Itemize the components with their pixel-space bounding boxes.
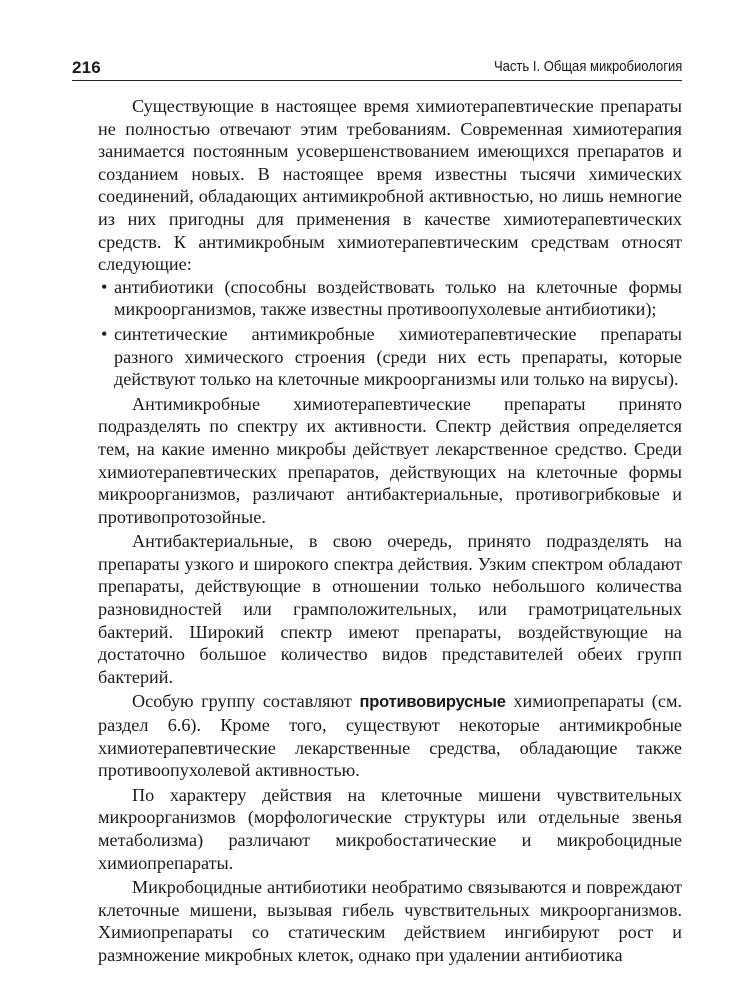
bullet-icon: • xyxy=(101,323,108,344)
list-item-text: антибиотики (способны воздействовать только на клеточные формы микроорганизмов, также известны противоопухолевые антибиотики); xyxy=(114,276,682,320)
page-number: 216 xyxy=(72,58,101,77)
list-item xyxy=(98,276,682,321)
running-head: Часть I. Общая микробиология xyxy=(493,59,682,75)
paragraph-mechanism: По характеру действия на клеточные мишени чувствительных микроорганизмов (морфологические структуры или отдельные звенья метаболизма) различают микробостатические и микробоцидные химиопрепараты. xyxy=(98,784,682,873)
paragraph-antiviral-end: химиопрепараты (см. раздел 6.6). Кроме того, существуют некоторые антимикробные химиотерапевтические лекарственные средства, обладающие также противоопухолевой активностью. xyxy=(98,691,682,781)
bullet-list xyxy=(98,276,682,391)
page-header xyxy=(72,54,682,81)
paragraph-antiviral-start: Особую группу составляют xyxy=(132,691,360,712)
paragraph-antiviral xyxy=(98,690,682,781)
page-body xyxy=(98,95,682,967)
paragraph-spectrum: Антимикробные химиотерапевтические препараты принято подразделять по спектру их активности. Спектр действия определяется тем, на какие именно микробы действует лекарственное средство. Среди химиотерапевтических препаратов, действующих на клеточные формы микроорганизмов, различают антибактериальные, противогрибковые и противопротозойные. xyxy=(98,393,682,527)
paragraph-microbicidal: Микробоцидные антибиотики необратимо связываются и повреждают клеточные мишени, вызывая гибель чувствительных микроорганизмов. Химиопрепараты со статическим действием ингибируют рост и размножение микробных клеток, однако при удалении антибиотика xyxy=(98,877,682,965)
list-item-text: синтетические антимикробные химиотерапевтические препараты разного химического строения (среди них есть препараты, которые действуют только на клеточные микроорганизмы или только на вирусы). xyxy=(114,323,682,390)
paragraph-intro: Существующие в настоящее время химиотерапевтические препараты не полностью отвечают этим требованиям. Современная химиотерапия занимается постоянным усовершенствованием имеющихся препаратов и созданием новых. В настоящее время известны тысячи химических соединений, обладающих антимикробной активностью, но лишь немногие из них пригодны для применения в качестве химиотерапевтических средств. К антимикробным химиотерапевтическим средствам относят следующие: xyxy=(98,96,682,275)
bold-term: противовирусные xyxy=(359,693,506,712)
paragraph-antibacterial: Антибактериальные, в свою очередь, принято подразделять на препараты узкого и широкого спектра действия. Узким спектром обладают препараты, действующие в отношении только небольшого количества разновидностей или грамположительных, или грамотрицательных бактерий. Широкий спектр имеют препараты, воздействующие на достаточно большое количество видов представителей обеих групп бактерий. xyxy=(98,531,682,687)
list-item xyxy=(98,323,682,391)
bullet-icon: • xyxy=(101,276,108,297)
